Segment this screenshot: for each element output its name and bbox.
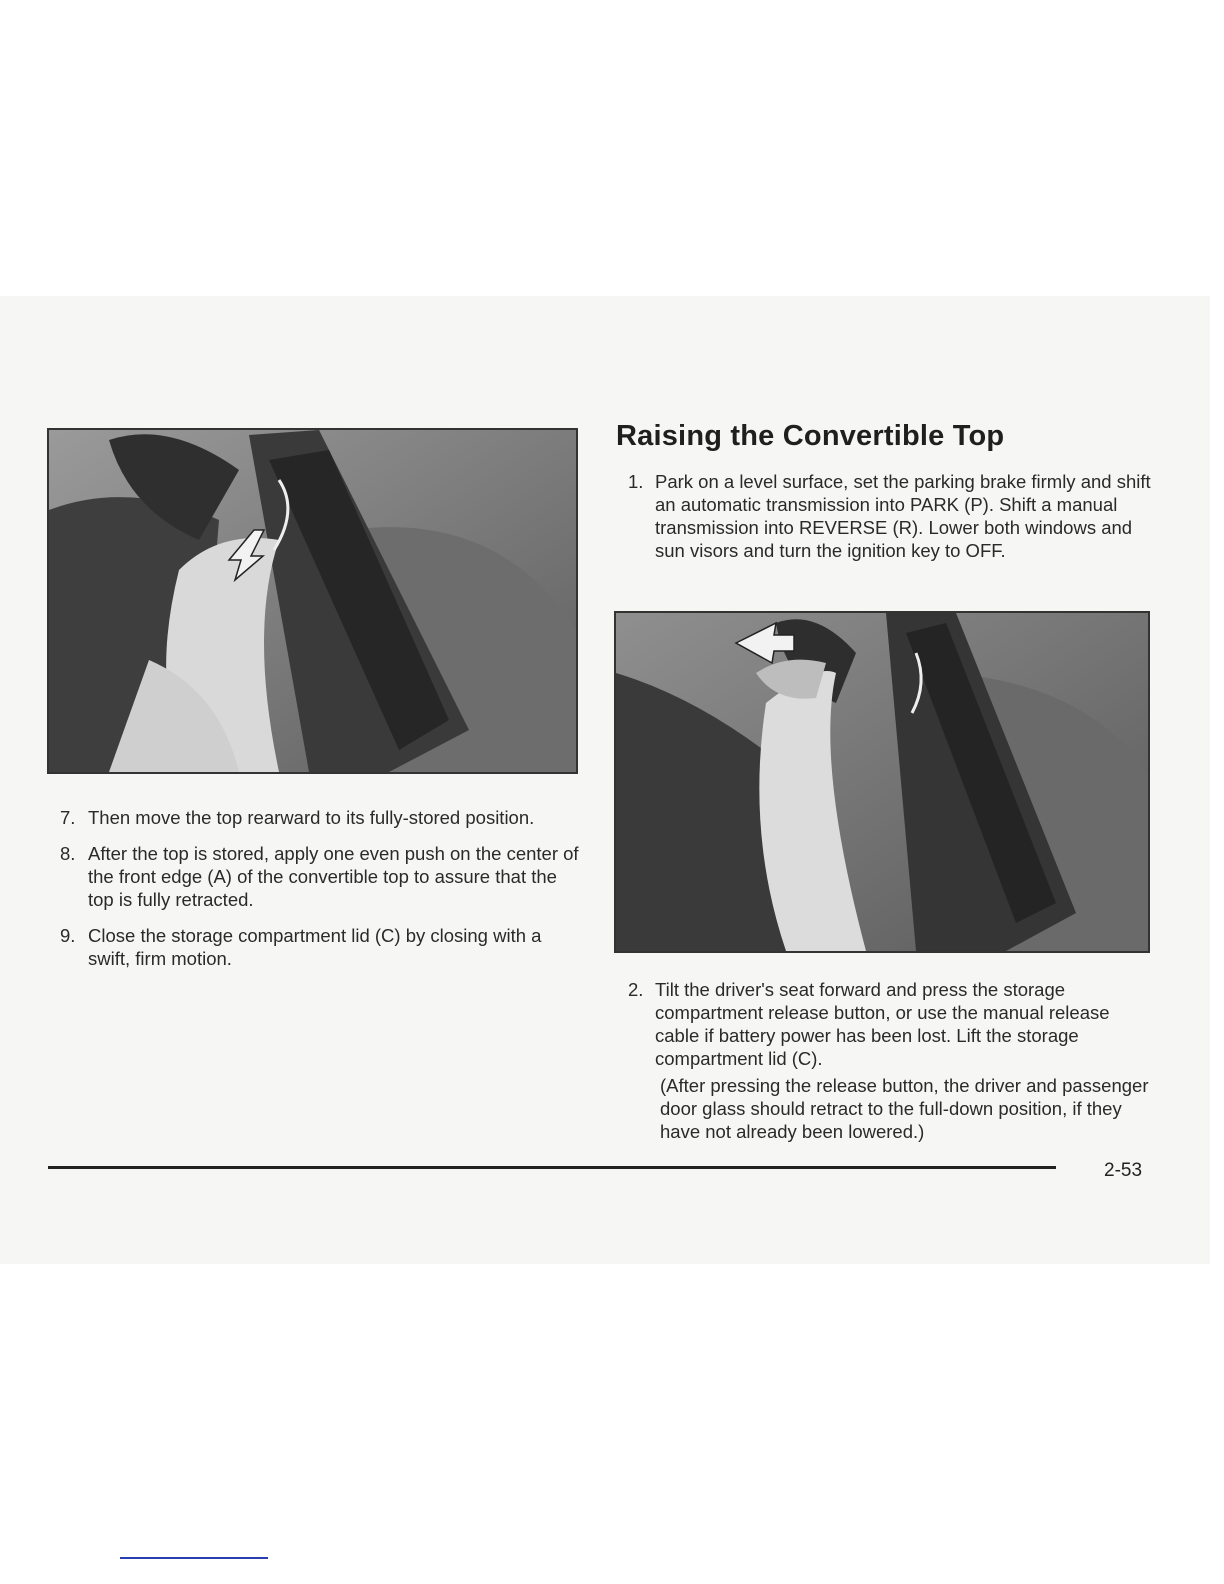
list-item [60,842,580,911]
list-item [628,978,1153,1143]
step-text: Park on a level surface, set the parking brake firmly and shift an automatic transmission into PARK (P). Shift a manual transmission into REVERSE (R). Lower both windows and sun visors and turn the ignition key to OFF. [655,471,1151,561]
step-text: Then move the top rearward to its fully-stored position. [88,807,535,828]
step-text: After the top is stored, apply one even push on the center of the front edge (A) of the convertible top to assure that the top is fully retracted. [88,843,579,910]
bottom-link-underline [120,1557,268,1559]
footer-rule [48,1166,1056,1169]
step-note: (After pressing the release button, the driver and passenger door glass should retract to the full-down position, if they have not already been lowered.) [660,1075,1149,1142]
list-item [60,806,580,829]
right-step-1 [628,470,1153,562]
page-number: 2-53 [1104,1160,1143,1181]
step-number: 1. [628,471,644,492]
step-text: Tilt the driver's seat forward and press the storage compartment release button, or use the manual release cable if battery power has been lost. Lift the storage compartment lid (C). [655,979,1110,1069]
section-heading: Raising the Convertible Top [616,420,1005,452]
photo-top-stowing [47,428,578,774]
list-item [628,470,1153,562]
step-number: 8. [60,843,76,864]
right-step-2 [628,978,1153,1143]
left-steps-list [60,806,580,970]
step-number: 9. [60,925,76,946]
step-number: 2. [628,979,644,1000]
photo-lid-release [614,611,1150,953]
step-text: Close the storage compartment lid (C) by closing with a swift, firm motion. [88,925,542,969]
step-number: 7. [60,807,76,828]
list-item [60,924,580,970]
